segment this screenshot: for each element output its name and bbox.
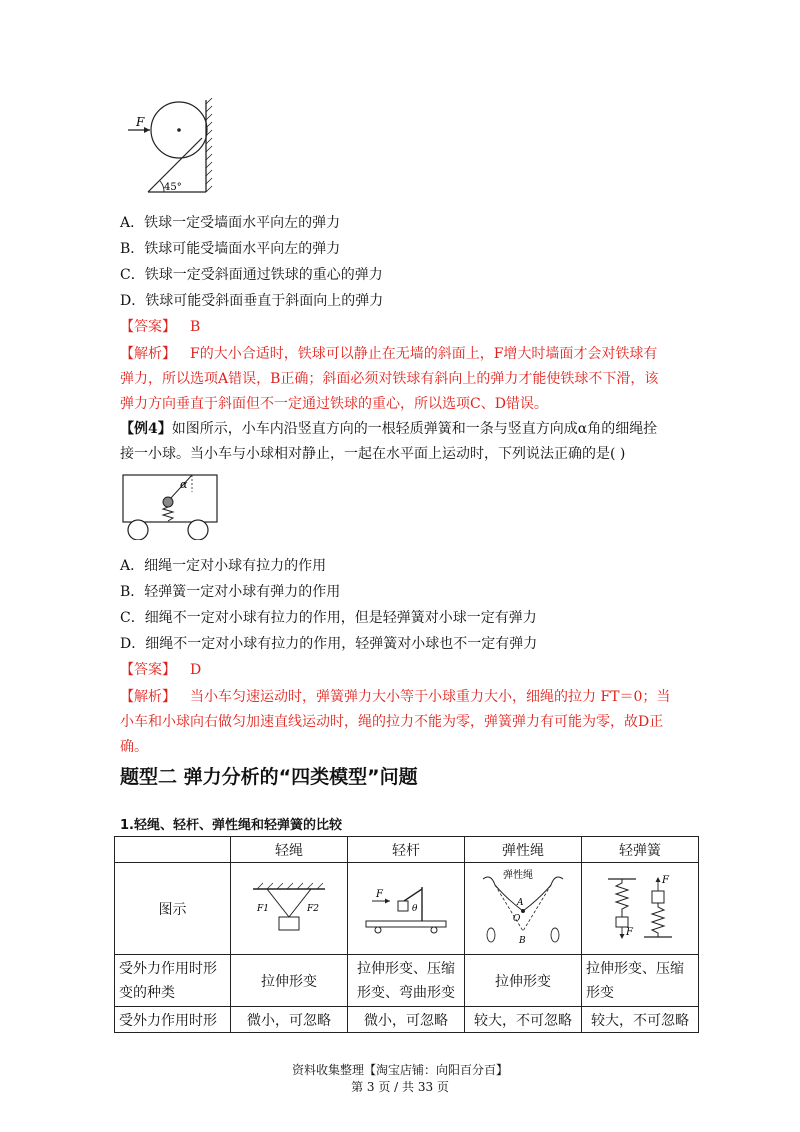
- q3-answer: [120, 317, 200, 337]
- figure-ball-wall-incline: [120, 98, 220, 198]
- q4-analysis-line-3: 确。: [120, 739, 148, 755]
- q3-analysis-line-1: [120, 344, 657, 364]
- cell-line: 形变: [586, 984, 614, 1001]
- q4-label: 【例4】: [120, 421, 172, 437]
- table-cell: [465, 955, 582, 1007]
- angle-label: 45°: [164, 182, 182, 193]
- header-cell: 轻杆: [348, 837, 465, 863]
- cell-line: 拉伸形变: [495, 973, 551, 990]
- spring-diagram: [592, 871, 688, 943]
- figure-cart-spring-rope: [120, 472, 220, 540]
- analysis-text: F的大小合适时，铁球可以静止在无墙的斜面上，F增大时墙面才会对铁球有: [190, 346, 658, 362]
- analysis-tag: 【解析】: [120, 346, 176, 362]
- rope-f1-label: F1: [257, 903, 269, 914]
- table-cell: 微小，可忽略: [348, 1007, 465, 1033]
- header-cell: 轻绳: [231, 837, 348, 863]
- cell-line: 形变、弯曲形变: [357, 984, 455, 1001]
- answer-value: B: [190, 319, 201, 335]
- table-row-figures: [115, 863, 699, 955]
- section-title: 题型二 弹力分析的“四类模型”问题: [120, 766, 418, 788]
- answer-value: D: [190, 662, 202, 678]
- rod-force-label: F: [376, 888, 383, 900]
- row-label: [115, 955, 231, 1007]
- q4-answer: [120, 660, 201, 680]
- answer-tag: 【答案】: [120, 319, 176, 335]
- cell-line: 拉伸形变、压缩: [357, 960, 455, 977]
- table-row-deformation-size: [115, 1007, 699, 1033]
- subsection-title: 1.轻绳、轻杆、弹性绳和轻弹簧的比较: [120, 818, 342, 833]
- rod-angle-label: θ: [412, 903, 418, 914]
- analysis-text: 当小车匀速运动时，弹簧弹力大小等于小球重力大小，细绳的拉力 FT＝0；当: [190, 689, 671, 705]
- cell-line: 拉伸形变: [261, 973, 317, 990]
- elastic-o-label: O: [513, 913, 521, 924]
- rope-f2-label: F2: [307, 903, 319, 914]
- q3-option-d: D．铁球可能受斜面垂直于斜面向上的弹力: [120, 293, 384, 309]
- q4-stem-text: 如图所示，小车内沿竖直方向的一根轻质弹簧和一条与竖直方向成α角的细绳拴: [171, 421, 658, 437]
- header-cell: 轻弹簧: [582, 837, 699, 863]
- q4-option-a: A．细绳一定对小球有拉力的作用: [120, 558, 327, 574]
- table-cell: 较大，不可忽略: [582, 1007, 699, 1033]
- force-label: F: [136, 115, 145, 129]
- q3-analysis-line-3: 弹力方向垂直于斜面但不一定通过铁球的重心，所以选项C、D错误。: [120, 396, 548, 412]
- q3-option-b: B．铁球可能受墙面水平向左的弹力: [120, 241, 341, 257]
- row-label-line: 受外力作用时形: [119, 960, 217, 977]
- analysis-tag: 【解析】: [120, 689, 176, 705]
- spring-f-label-left: F: [626, 926, 633, 938]
- row-label: 受外力作用时形: [115, 1007, 231, 1033]
- rod-diagram: [358, 877, 454, 937]
- figure-cell-rope: [231, 863, 348, 955]
- q4-analysis-line-2: 小车和小球向右做匀加速直线运动时，绳的拉力不能为零，弹簧弹力有可能为零，故D正: [120, 714, 664, 730]
- row-label-line: 变的种类: [119, 984, 175, 1001]
- figure-cell-elastic: [465, 863, 582, 955]
- header-cell: [115, 837, 231, 863]
- table-row-deformation-type: [115, 955, 699, 1007]
- elastic-diagram: [473, 865, 573, 949]
- elastic-title-label: 弹性绳: [503, 869, 533, 881]
- q4-option-d: D．细绳不一定对小球有拉力的作用，轻弹簧对小球也不一定有弹力: [120, 636, 538, 652]
- q4-analysis-line-1: [120, 687, 670, 707]
- alpha-label: α: [180, 478, 188, 491]
- table-cell: [348, 955, 465, 1007]
- spring-f-label-right: F: [662, 874, 669, 886]
- q3-option-a: A．铁球一定受墙面水平向左的弹力: [120, 215, 341, 231]
- q3-analysis-line-2: 弹力，所以选项A错误，B正确；斜面必须对铁球有斜向上的弹力才能使铁球不下滑，该: [120, 371, 659, 387]
- figure-cell-rod: [348, 863, 465, 955]
- comparison-table: [114, 836, 699, 1033]
- table-cell: [582, 955, 699, 1007]
- elastic-b-label: B: [519, 935, 526, 946]
- elastic-a-label: A: [517, 897, 524, 908]
- footer-page-number: 第 3 页 / 共 33 页: [351, 1080, 449, 1094]
- table-cell: 微小，可忽略: [231, 1007, 348, 1033]
- table-header-row: [115, 837, 699, 863]
- q4-stem-line-1: [120, 419, 657, 439]
- header-cell: 弹性绳: [465, 837, 582, 863]
- cell-line: 拉伸形变、压缩: [586, 960, 684, 977]
- q4-option-b: B．轻弹簧一定对小球有弹力的作用: [120, 584, 341, 600]
- table-cell: [231, 955, 348, 1007]
- q3-option-c: C．铁球一定受斜面通过铁球的重心的弹力: [120, 267, 383, 283]
- row-label: 图示: [115, 863, 231, 955]
- q4-option-c: C．细绳不一定对小球有拉力的作用，但是轻弹簧对小球一定有弹力: [120, 610, 537, 626]
- rope-diagram: [241, 877, 337, 937]
- figure-cell-spring: [582, 863, 699, 955]
- table-cell: 较大，不可忽略: [465, 1007, 582, 1033]
- answer-tag: 【答案】: [120, 662, 176, 678]
- q4-stem-line-2: 接一小球。当小车与小球相对静止，一起在水平面上运动时，下列说法正确的是( ): [120, 446, 626, 462]
- footer-source: 资料收集整理【淘宝店铺：向阳百分百】: [291, 1063, 508, 1077]
